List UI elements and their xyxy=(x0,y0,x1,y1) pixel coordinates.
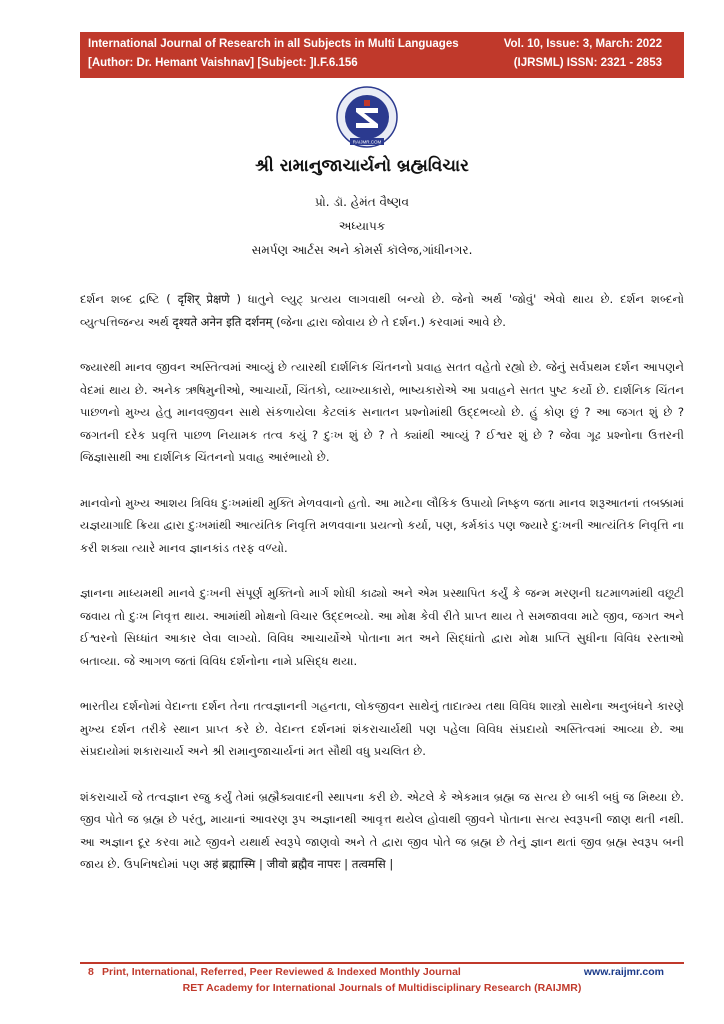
footer-journal-description: Print, International, Referred, Peer Reviewed & Indexed Monthly Journal xyxy=(102,966,461,978)
paragraph: માનવોનો મુખ્ય આશય ત્રિવિધ દુઃખમાંથી મુક્તિ મેળવવાનો હતો. આ માટેના લૌકિક ઉપાયો નિષ્ફળ જતા માનવ શરૂઆતનાં તબક્કામાં યજ્ઞયાગાદિ ક્રિયા દ્વારા દુઃખમાંથી આત્યંતિક નિવૃત્તિ મળવવાના પ્રયત્નો કર્યા, પણ, કર્મકાંડ પણ જ્યારે દુઃખની આત્યંતિક નિવૃત્તિ ના કરી શક્યા ત્યારે માનવ જ્ઞાનકાંડ તરફ વળ્યો. xyxy=(80,495,684,555)
footer-publisher: RET Academy for International Journals of Multidisciplinary Research (RAIJMR) xyxy=(182,982,582,994)
volume-info: Vol. 10, Issue: 3, March: 2022 xyxy=(503,38,662,50)
paragraph: જ્યારથી માનવ જીવન અસ્તિત્વમાં આવ્યું છે ત્યારથી દાર્શનિક ચિંતનનો પ્રવાહ સતત વહેતો રહ્યો છે. જેનું સર્વપ્રથમ દર્શન આપણને વેદમાં થાય છે. અનેક ઋષિમુનીઓ, આચાર્યો, ચિંતકો, વ્યાખ્યાકારો, ભાષ્યકારોએ આ પ્રવાહને સતત પુષ્ટ કર્યો છે. દાર્શનિક ચિંતન પાછળનો મુખ્ય હેતુ માનવજીવન સાથે સંકળાયેલા કેટલાંક સનાતન પ્રશ્નોમાંથી ઉદ્દભવ્યો છે. હું કોણ છું ? આ જગત શું છે ? જગતની દરેક પ્રવૃત્તિ પાછળ નિયામક તત્વ કયું ? દુઃખ શું છે ? તે ક્યાંથી આવ્યું ? ઈશ્વર શું છે ? જેવા ગૂઢ પ્રશ્નોના ઉત્તરની જિજ્ઞાસાથી આ દાર્શનિક ચિંતનનો પ્રવાહ આરંભાયો છે. xyxy=(80,360,684,464)
author-subject: [Author: Dr. Hemant Vaishnav] [Subject: ]I.F.6.156 xyxy=(88,57,358,69)
footer-url-link[interactable]: www.raijmr.com xyxy=(583,966,664,978)
author-name: પ્રો. ડૉ. હેમંત વૈષ્ણવ xyxy=(314,195,409,209)
paragraph: દર્શન શબ્દ દ્રષ્ટિ ( दृशिर् प्रेक्षणे ) ધાતુને લ્યુટ્ પ્રત્યય લાગવાથી બન્યો છે. જેનો અર્થ 'જોવું' એવો થાય છે. દર્શન શબ્દનો વ્યુત્પત્તિજન્ય અર્થ दृश्यते अनेन इति दर्शनम् (જેના દ્વારા જોવાય છે તે દર્શન.) કરવામાં આવે છે. xyxy=(80,292,684,329)
journal-footer xyxy=(80,964,684,998)
svg-text:RAIJMR.COM: RAIJMR.COM xyxy=(352,139,382,145)
journal-name: International Journal of Research in all Subjects in Multi Languages xyxy=(88,38,459,50)
article-title: શ્રી રામાનુજાચાર્યનો બ્રહ્મવિચાર xyxy=(255,156,469,176)
journal-logo-icon xyxy=(336,86,398,148)
article-body xyxy=(80,288,684,899)
journal-header-bar xyxy=(80,32,684,78)
author-institution: સમર્પણ આર્ટસ અને કોમર્સ કૉલેજ,ગાંધીનગર. xyxy=(251,243,473,257)
paragraph: ભારતીય દર્શનોમાં વેદાન્તા દર્શન તેના તત્વજ્ઞાનની ગહનતા, લોકજીવન સાથેનું તાદાત્મ્ય તથા વિવિધ શાસ્ત્રો સાથેના અનુબંધને કારણે મુખ્ય દર્શન તરીકે સ્થાન પ્રાપ્ત કરે છે. વેદાન્ત દર્શનમાં શંકરાચાર્યથી પણ પહેલા વિવિધ સંપ્રદાયો અસ્તિત્વમાં આવ્યા છે. આ સંપ્રદાયોમાં શકારાચાર્ય અને શ્રી રામાનુજાચાર્યનાં મત સૌથી વધુ પ્રચલિત છે. xyxy=(80,699,684,758)
page-number: 8 xyxy=(88,966,94,978)
author-designation: અધ્યાપક xyxy=(338,219,386,233)
issn-info: (IJRSML) ISSN: 2321 - 2853 xyxy=(513,57,662,69)
author-block xyxy=(0,190,724,262)
paragraph: જ્ઞાનના માધ્યમથી માનવે દુઃખની સંપૂર્ણ મુક્તિનો માર્ગ શોધી કાઢ્યો અને એમ પ્રસ્થાપિત કર્યું કે જન્મ મરણની ઘટમાળમાંથી વછૂટી જવાય તો દુઃખ નિવૃત્ત થાય. આમાંથી મોક્ષનો વિચાર ઉદ્દભવ્યો. આ મોક્ષ કેવી રીતે પ્રાપ્ત થાય તે સમજાવવા માટે જીવ, જગત અને ઈશ્વરનો સિધ્ધાંત આકાર લેવા લાગ્યો. વિવિધ આચાર્યોએ પોતાના મત અને સિદ્ધાંતો દ્વારા મોક્ષ પ્રાપ્તિ સુધીના વિવિધ રસ્તાઓ બતાવ્યા. જે આગળ જતાં વિવિધ દર્શનોના નામે પ્રસિદ્ધ થયા. xyxy=(80,586,684,668)
paragraph: શંકરાચાર્યે જે તત્વજ્ઞાન રજુ કર્યું તેમાં બ્રહ્મૈક્યવાદની સ્થાપના કરી છે. એટલે કે એકમાત્ર બ્રહ્મ જ સત્ય છે બાકી બધું જ મિથ્યા છે. જીવ પોતે જ બ્રહ્મ છે પરંતુ, માયાનાં આવરણ રૂપ અજ્ઞાનથી આવૃત્ત થયેલ હોવાથી જીવને પોતાના સત્ય સ્વરૂપની જાણ થતી નથી. આ અજ્ઞાન દૂર કરવા માટે જીવને યથાર્થ સ્વરૂપે જાણવો અને તે દ્વારા જીવ પોતે જ બ્રહ્મ છે તેનું જ્ઞાન થતાં જીવ બ્રહ્મ સ્વરૂપ બની જાય છે. ઉપનિષદોમાં પણ अहं ब्रह्मास्मि | जीवो ब्रह्मैव नापरः | तत्वमसि | xyxy=(80,789,684,871)
